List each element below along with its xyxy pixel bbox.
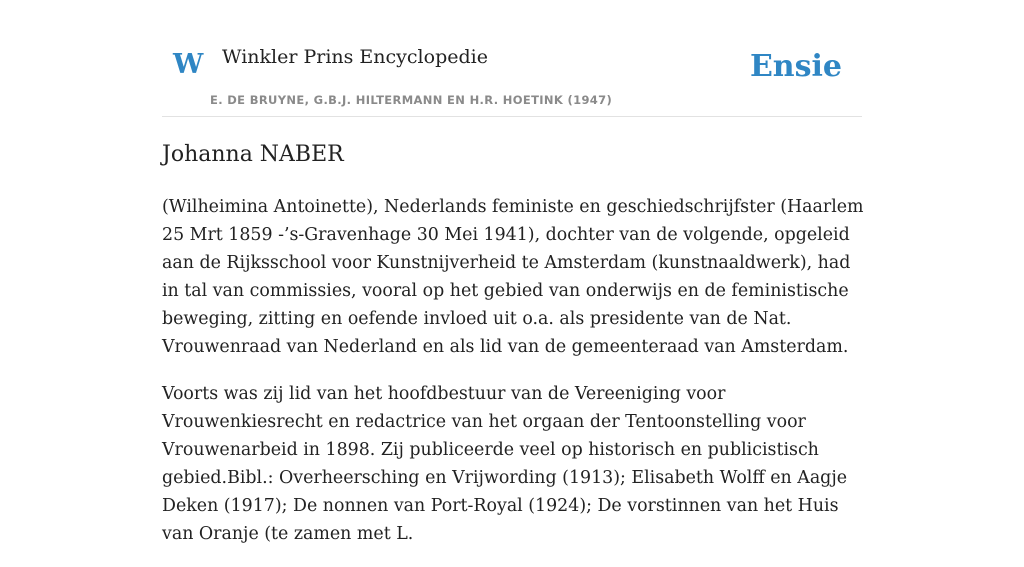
article-paragraph-1: (Wilheimina Antoinette), Nederlands feministe en geschiedschrijfster (Haarlem 25 Mrt 1859 -’s-Gravenhage 30 Mei 1941), dochter van de volgende, opgeleid aan de Rijksschool voor Kunstnijverheid te Amsterdam (kunstnaaldwerk), had in tal van commissies, vooral op het gebied van onderwijs en de feministische beweging, zitting en oefende invloed uit o.a. als presidente van de Nat. Vrouwenraad van Nederland en als lid van de gemeenteraad van Amsterdam.	[162, 197, 864, 357]
article-paragraph-2: Voorts was zij lid van het hoofdbestuur van de Vereeniging voor Vrouwenkiesrecht en redactrice van het orgaan der Tentoonstelling voor Vrouwenarbeid in 1898. Zij publiceerde veel op historisch en publicistisch gebied.Bibl.: Overheersching en Vrijwording (1913); Elisabeth Wolff en Aagje Deken (1917); De nonnen van Port-Royal (1924); De vorstinnen van het Huis van Oranje (te zamen met L.	[162, 384, 848, 544]
site-title: Winkler Prins Encyclopedie	[222, 46, 488, 68]
article-title: Johanna NABER	[162, 142, 344, 167]
ensie-logo[interactable]: Ensie	[749, 49, 842, 84]
authors-subtitle: E. DE BRUYNE, G.B.J. HILTERMANN EN H.R. HOETINK (1947)	[210, 93, 613, 107]
site-header	[162, 0, 862, 117]
winkler-prins-logo[interactable]: W	[173, 49, 204, 80]
article	[162, 139, 864, 567]
article-body	[162, 193, 864, 548]
